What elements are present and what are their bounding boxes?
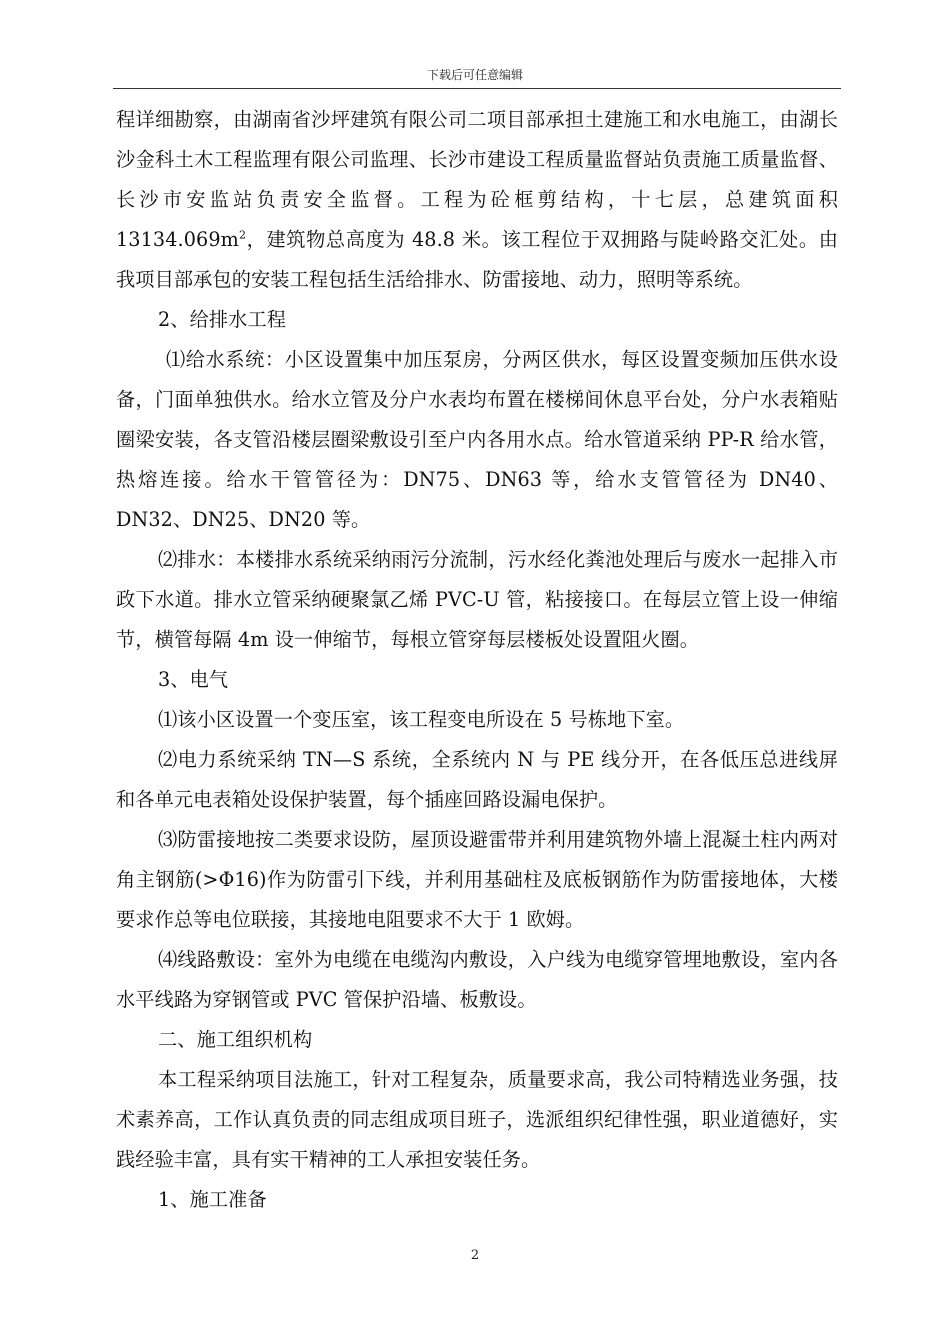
paragraph-organization: 本工程采纳项目法施工，针对工程复杂，质量要求高，我公司特精选业务强，技术素养高，工作认真负责的同志组成项目班子，选派组织纪律性强，职业道德好，实践经验丰富，具有实干精神的工人承担安装任务。: [116, 1068, 838, 1171]
body-text: [116, 100, 838, 1220]
header-rule: [113, 88, 841, 89]
paragraph-power-system: ⑵电力系统采纳 TN—S 系统，全系统内 N 与 PE 线分开，在各低压总进线屏和各单元电表箱处设保护装置，每个插座回路设漏电保护。: [116, 748, 838, 811]
section-heading-water: 2、给排水工程: [158, 308, 287, 331]
area-suffix: ，: [246, 228, 267, 251]
paragraph-intro-cont: 建筑物总高度为 48.8 米。该工程位于双拥路与陡岭路交汇处。由我项目部承包的安装工程包括生活给排水、防雷接地、动力，照明等系统。: [116, 228, 838, 291]
paragraph-intro-text: 程详细勘察，由湖南省沙坪建筑有限公司二项目部承担土建施工和水电施工，由湖长沙金科土木工程监理有限公司监理、长沙市建设工程质量监督站负责施工质量监督、长沙市安监站负责安全监督。工程为砼框剪结构，十七层，总建筑面积 13134.069m: [116, 108, 838, 251]
page-header: 下载后可任意编辑: [426, 68, 523, 82]
page-number: 2: [470, 1248, 480, 1263]
section-heading-organization: 二、施工组织机构: [158, 1028, 313, 1051]
paragraph-water-supply: ⑴给水系统：小区设置集中加压泵房，分两区供水，每区设置变频加压供水设备，门面单独供水。给水立管及分户水表均布置在楼梯间休息平台处，分户水表箱贴圈梁安装，各支管沿楼层圈梁敷设引至户内各用水点。给水管道采纳 PP-R 给水管，热熔连接。给水干管管径为：DN75、DN63 等，给水支管管径为 DN40、DN32、DN25、DN20 等。: [116, 348, 838, 531]
paragraph-intro: [116, 100, 838, 300]
section-heading-preparation: 1、施工准备: [158, 1188, 267, 1211]
paragraph-lightning: ⑶防雷接地按二类要求设防，屋顶设避雷带并利用建筑物外墙上混凝土柱内两对角主钢筋(>Φ16)作为防雷引下线，并利用基础柱及底板钢筋作为防雷接地体，大楼要求作总等电位联接，其接地电阻要求不大于 1 欧姆。: [116, 828, 838, 931]
paragraph-transformer: ⑴该小区设置一个变压室，该工程变电所设在 5 号栋地下室。: [158, 708, 685, 731]
paragraph-drainage: ⑵排水：本楼排水系统采纳雨污分流制，污水经化粪池处理后与废水一起排入市政下水道。排水立管采纳硬聚氯乙烯 PVC-U 管，粘接接口。在每层立管上设一伸缩节，横管每隔 4m 设一伸缩节，每根立管穿每层楼板处设置阻火圈。: [116, 548, 838, 651]
area-superscript: 2: [238, 228, 247, 242]
section-heading-electric: 3、电气: [158, 668, 229, 691]
paragraph-wiring: ⑷线路敷设：室外为电缆在电缆沟内敷设，入户线为电缆穿管埋地敷设，室内各水平线路为穿钢管或 PVC 管保护沿墙、板敷设。: [116, 948, 838, 1011]
